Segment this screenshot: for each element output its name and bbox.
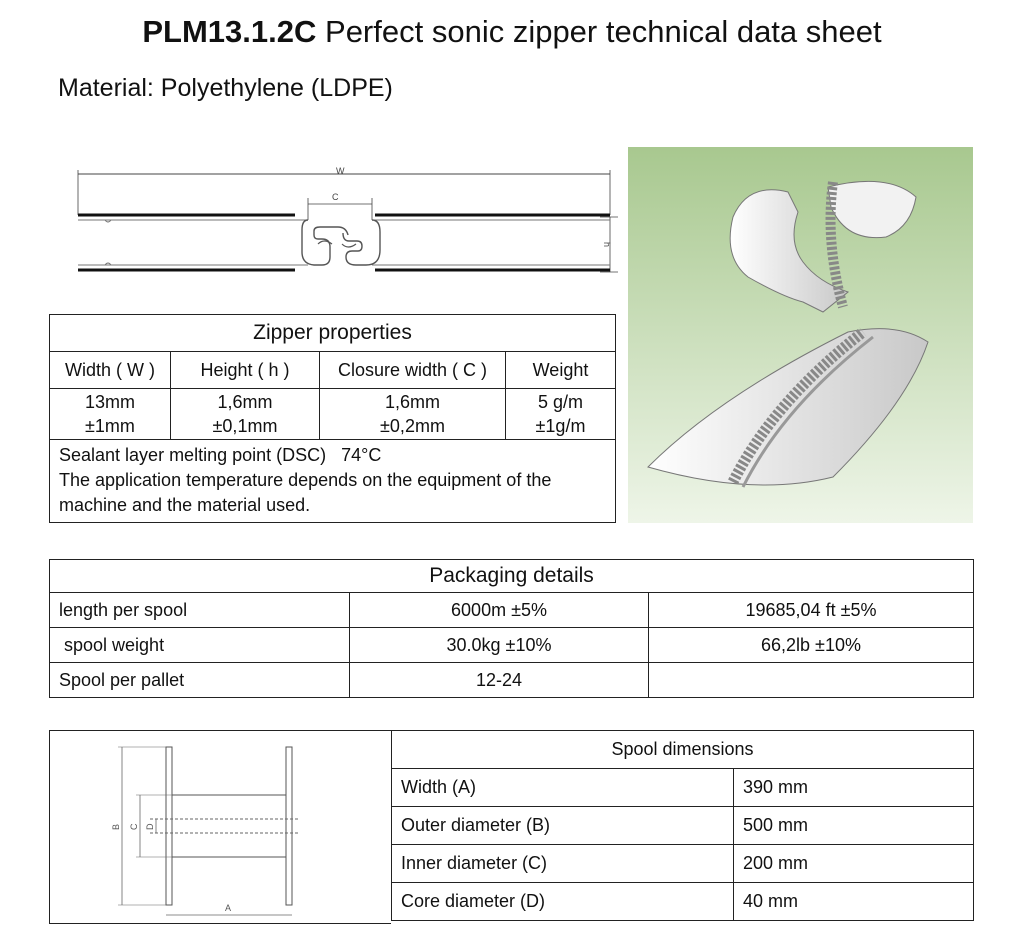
- spool-dimensions-table: [391, 730, 974, 921]
- table-row: [50, 628, 974, 663]
- table-row: [392, 807, 974, 845]
- title-text: Perfect sonic zipper technical data sheet: [325, 14, 882, 49]
- zipper-properties-heading: Zipper properties: [50, 315, 616, 352]
- dimension-value: 390 mm: [734, 769, 974, 807]
- table-row: [392, 883, 974, 921]
- zipper-profile-drawing: [70, 160, 620, 285]
- column-header: Height ( h ): [171, 352, 320, 389]
- material-line: Material: Polyethylene (LDPE): [58, 74, 393, 102]
- b-label: B: [111, 823, 121, 830]
- h-label: h: [602, 242, 612, 248]
- width-value: 13mm ±1mm: [50, 389, 171, 440]
- a-label: A: [225, 903, 232, 913]
- dimension-value: 200 mm: [734, 845, 974, 883]
- column-header: Width ( W ): [50, 352, 171, 389]
- c-label: C: [129, 823, 139, 830]
- closure-width-value: 1,6mm ±0,2mm: [320, 389, 506, 440]
- dimension-value: 500 mm: [734, 807, 974, 845]
- metric-value: 30.0kg ±10%: [350, 628, 649, 663]
- row-label: Spool per pallet: [50, 663, 350, 698]
- row-label: spool weight: [50, 628, 350, 663]
- table-row: [50, 593, 974, 628]
- packaging-heading: Packaging details: [50, 560, 974, 593]
- table-row: [392, 845, 974, 883]
- w-label: W: [336, 166, 345, 176]
- spool-drawing-panel: [49, 730, 391, 924]
- imperial-value: 19685,04 ft ±5%: [649, 593, 974, 628]
- c-label: C: [332, 192, 339, 202]
- spool-dimensions-heading: Spool dimensions: [392, 731, 974, 769]
- packaging-details-table: [49, 559, 974, 698]
- weight-value: 5 g/m ±1g/m: [506, 389, 616, 440]
- d-label: D: [145, 823, 155, 830]
- column-header: Closure width ( C ): [320, 352, 506, 389]
- spool-drawing: [50, 731, 392, 925]
- product-code: PLM13.1.2C: [142, 14, 317, 49]
- imperial-value: [649, 663, 974, 698]
- imperial-value: 66,2lb ±10%: [649, 628, 974, 663]
- table-row: [50, 663, 974, 698]
- row-label: length per spool: [50, 593, 350, 628]
- page-title: [0, 14, 1024, 50]
- zipper-product-image: [628, 147, 973, 523]
- dimension-value: 40 mm: [734, 883, 974, 921]
- zipper-properties-table: [49, 314, 616, 523]
- melting-point-notes: Sealant layer melting point (DSC) 74°C The application temperature depends on the equipment of the machine and the material used.: [50, 440, 616, 523]
- dimension-label: Core diameter (D): [392, 883, 734, 921]
- metric-value: 6000m ±5%: [350, 593, 649, 628]
- metric-value: 12-24: [350, 663, 649, 698]
- dimension-label: Inner diameter (C): [392, 845, 734, 883]
- dimension-label: Width (A): [392, 769, 734, 807]
- dimension-label: Outer diameter (B): [392, 807, 734, 845]
- height-value: 1,6mm ±0,1mm: [171, 389, 320, 440]
- column-header: Weight: [506, 352, 616, 389]
- table-row: [392, 769, 974, 807]
